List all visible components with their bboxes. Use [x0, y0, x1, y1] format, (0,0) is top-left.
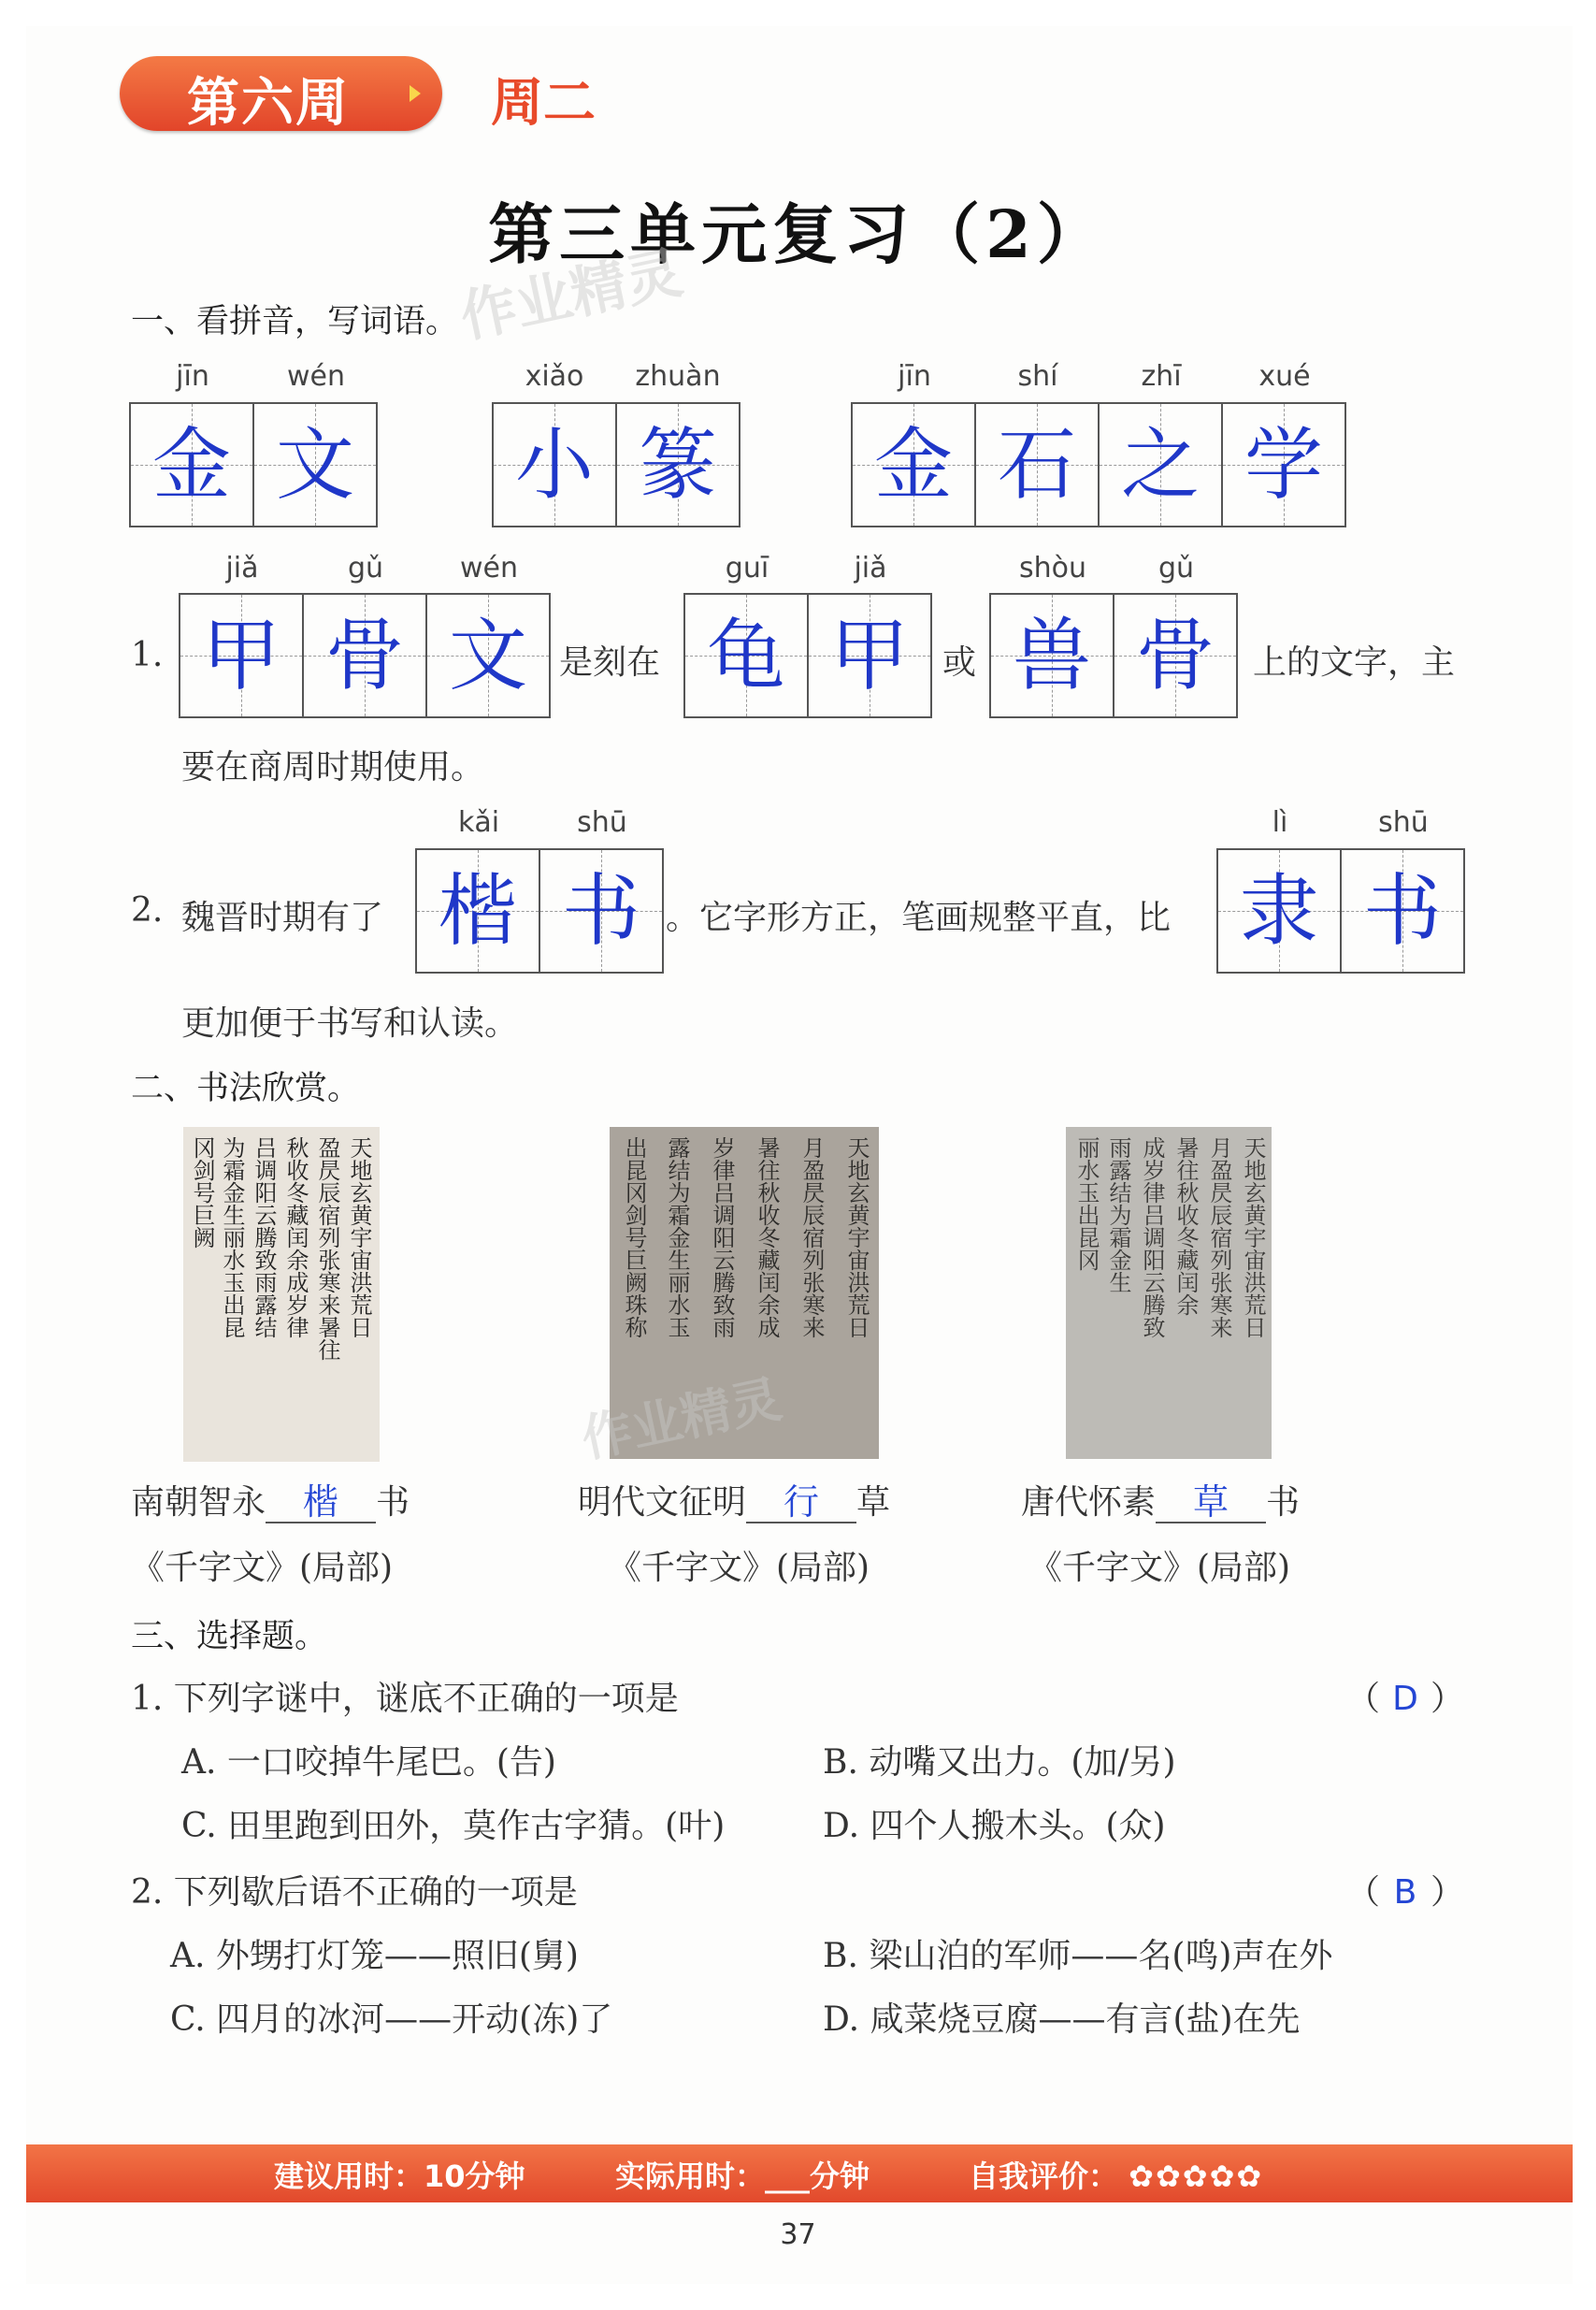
week-label: 第六周 — [187, 73, 350, 134]
calligraphy-image-caoshu — [1066, 1127, 1272, 1459]
bracket-close: ） — [1431, 1873, 1465, 1912]
answer-char: 楷 — [438, 865, 517, 957]
choice-option: C. 田里跑到田外，莫作古字猜。(叶) — [181, 1807, 726, 1845]
label-suffix: 书 — [1266, 1483, 1301, 1522]
grid-cell — [1223, 404, 1344, 526]
pinyin: gǔ — [1157, 552, 1195, 585]
watermark: 作业精灵 — [454, 239, 688, 352]
grid-cell — [304, 595, 427, 716]
pinyin: zhī — [1141, 360, 1182, 393]
choice-option: D. 咸菜烧豆腐——有言(盐)在先 — [823, 2000, 1301, 2039]
calligraphy-column: 雨露结为霜金生 — [1105, 1136, 1131, 1293]
calligraphy-column: 出昆冈剑号巨阙珠称 — [621, 1136, 647, 1338]
choice-option: A. 一口咬掉牛尾巴。(告) — [181, 1743, 556, 1782]
answer-char: 隶 — [1239, 865, 1318, 957]
answer-char: 小 — [514, 419, 594, 511]
question-text: 魏晋时期有了 — [181, 899, 384, 937]
week-badge — [120, 56, 442, 134]
bracket-close: ） — [1431, 1680, 1465, 1718]
answer-char: 篆 — [638, 419, 717, 511]
grid-cell — [254, 404, 376, 526]
char-grid — [851, 402, 1346, 527]
answer-char: 甲 — [829, 610, 909, 701]
calligraphy-caption: 《千字文》(局部) — [608, 1549, 870, 1587]
answer-char: 骨 — [324, 610, 404, 701]
grid-cell — [1342, 850, 1463, 972]
page-title: 第三单元复习（2） — [488, 195, 1108, 273]
calligraphy-column: 成岁律吕调阳云腾致 — [1139, 1136, 1165, 1338]
grid-cell — [1114, 595, 1236, 716]
answer-char: 书 — [561, 865, 640, 957]
grid-cell — [976, 404, 1100, 526]
arrow-icon — [410, 85, 421, 102]
flower-icon[interactable]: ✿ — [1236, 2158, 1262, 2194]
char-grid — [492, 402, 740, 527]
answer-char: 学 — [1244, 419, 1323, 511]
calligraphy-image-kaishu — [183, 1127, 380, 1462]
answer-text: D — [1392, 1680, 1418, 1718]
choice-question-stem: 1. 下列字谜中，谜底不正确的一项是 — [131, 1680, 679, 1718]
calligraphy-label — [578, 1476, 890, 1523]
grid-cell — [617, 404, 739, 526]
answer-char: 甲 — [201, 610, 280, 701]
calligraphy-column: 吕调阳云腾致雨露结 — [251, 1136, 277, 1338]
pinyin: lì — [1272, 806, 1288, 839]
calligraphy-column: 月盈昃辰宿列张寒来 — [798, 1136, 825, 1338]
answer-char: 金 — [873, 419, 953, 511]
label-prefix: 南朝智永 — [131, 1483, 266, 1522]
watermark: 作业精灵 — [576, 1369, 787, 1469]
calligraphy-column: 为霜金生丽水玉出昆 — [219, 1136, 245, 1338]
answer-bracket — [1346, 1672, 1464, 1720]
bracket-open: （ — [1346, 1873, 1381, 1912]
grid-cell — [1218, 850, 1342, 972]
answer-char: 兽 — [1012, 610, 1091, 701]
question-text: 更加便于书写和认读。 — [181, 1004, 519, 1043]
grid-cell — [417, 850, 540, 972]
answer-blank — [266, 1481, 376, 1523]
pinyin: wén — [286, 360, 345, 393]
flower-icon[interactable]: ✿ — [1155, 2158, 1181, 2194]
answer-text: B — [1393, 1873, 1417, 1912]
grid-cell — [853, 404, 976, 526]
footer-bar — [26, 2144, 1573, 2202]
self-evaluation — [969, 2153, 1263, 2196]
choice-option: C. 四月的冰河——开动(冻)了 — [170, 2000, 613, 2039]
grid-cell — [685, 595, 809, 716]
pinyin: gǔ — [347, 552, 384, 585]
question-text: 要在商周时期使用。 — [181, 748, 485, 787]
pinyin: jiǎ — [854, 552, 887, 585]
char-grid — [989, 593, 1238, 718]
char-grid — [683, 593, 932, 718]
calligraphy-column: 天地玄黄宇宙洪荒日 — [843, 1136, 870, 1338]
grid-cell — [131, 404, 254, 526]
grid-cell — [991, 595, 1114, 716]
grid-cell — [494, 404, 617, 526]
pinyin: jiǎ — [225, 552, 259, 585]
answer-bracket — [1346, 1866, 1464, 1913]
section-heading-3: 三、选择题。 — [131, 1618, 328, 1655]
answer-char: 文 — [275, 419, 354, 511]
question-text: 是刻在 — [559, 643, 661, 682]
pinyin: shū — [1378, 806, 1429, 839]
calligraphy-column: 冈剑号巨阙 — [189, 1136, 215, 1249]
calligraphy-column: 月盈昃辰宿列张寒来 — [1206, 1136, 1232, 1338]
question-number: 2. — [131, 891, 164, 930]
grid-cell — [809, 595, 930, 716]
answer-char: 石 — [997, 419, 1076, 511]
calligraphy-column: 盈昃辰宿列张寒来暑往 — [314, 1136, 340, 1361]
calligraphy-column: 暑往秋收冬藏闰余 — [1172, 1136, 1199, 1316]
pinyin: wén — [459, 552, 518, 585]
calligraphy-caption: 《千字文》(局部) — [1028, 1549, 1291, 1587]
flower-icon[interactable]: ✿ — [1129, 2158, 1154, 2194]
calligraphy-caption: 《千字文》(局部) — [131, 1549, 394, 1587]
answer-text: 楷 — [303, 1481, 339, 1523]
char-grid — [415, 848, 664, 974]
label-suffix: 草 — [856, 1483, 891, 1522]
question-text: 。它字形方正，笔画规整平直，比 — [666, 899, 1172, 937]
pinyin: kǎi — [457, 806, 500, 839]
calligraphy-column: 秋收冬藏闰余成岁律 — [282, 1136, 309, 1338]
calligraphy-label — [131, 1476, 410, 1523]
calligraphy-column: 露结为霜金生丽水玉 — [664, 1136, 690, 1338]
pinyin: shí — [1017, 360, 1058, 393]
pinyin: jīn — [898, 360, 931, 393]
label-prefix: 明代文征明 — [578, 1483, 747, 1522]
pinyin: jīn — [176, 360, 209, 393]
day-label: 周二 — [491, 73, 596, 134]
calligraphy-label — [1021, 1476, 1300, 1523]
answer-char: 之 — [1120, 419, 1200, 511]
section-heading-2: 二、书法欣赏。 — [131, 1070, 361, 1107]
char-grid — [179, 593, 551, 718]
calligraphy-column: 天地玄黄宇宙洪荒日 — [346, 1136, 372, 1338]
choice-option: B. 梁山泊的军师——名(鸣)声在外 — [823, 1937, 1333, 1975]
answer-blank — [746, 1481, 856, 1523]
answer-char: 书 — [1362, 865, 1442, 957]
flower-icon[interactable]: ✿ — [1182, 2158, 1208, 2194]
answer-char: 骨 — [1135, 610, 1215, 701]
answer-char: 龟 — [706, 610, 785, 701]
calligraphy-column: 岁律吕调阳云腾致雨 — [709, 1136, 735, 1338]
answer-char: 金 — [151, 419, 231, 511]
label-prefix: 唐代怀素 — [1021, 1483, 1157, 1522]
char-grid — [129, 402, 378, 527]
grid-cell — [1100, 404, 1223, 526]
grid-cell — [180, 595, 304, 716]
label-suffix: 书 — [376, 1483, 410, 1522]
choice-option: B. 动嘴又出力。(加/另) — [823, 1743, 1176, 1782]
question-text: 或 — [942, 643, 977, 682]
pinyin: xiǎo — [525, 360, 584, 393]
self-eval-label: 自我评价： — [969, 2158, 1119, 2194]
pinyin: shū — [577, 806, 627, 839]
suggested-time: 建议用时：10分钟 — [274, 2158, 525, 2194]
bracket-open: （ — [1346, 1680, 1381, 1718]
char-grid — [1216, 848, 1465, 974]
choice-option: A. 外甥打灯笼——照旧(舅) — [170, 1937, 579, 1975]
grid-cell — [540, 850, 662, 972]
answer-text: 草 — [1193, 1481, 1229, 1523]
section-heading-1: 一、看拼音，写词语。 — [131, 303, 459, 340]
answer-text: 行 — [784, 1481, 820, 1523]
question-text: 上的文字，主 — [1253, 643, 1456, 682]
calligraphy-column: 丽水玉出昆冈 — [1073, 1136, 1100, 1271]
choice-question-stem: 2. 下列歇后语不正确的一项是 — [131, 1873, 578, 1912]
answer-blank — [1156, 1481, 1266, 1523]
calligraphy-column: 天地玄黄宇宙洪荒日 — [1240, 1136, 1266, 1338]
calligraphy-column: 暑往秋收冬藏闰余成 — [754, 1136, 780, 1338]
pinyin: shòu — [1018, 552, 1086, 585]
choice-option: D. 四个人搬木头。(众) — [823, 1807, 1166, 1845]
pinyin: zhuàn — [635, 360, 721, 393]
actual-time: 实际用时：___分钟 — [615, 2158, 870, 2194]
grid-cell — [427, 595, 549, 716]
question-number: 1. — [131, 636, 164, 674]
page-number: 37 — [780, 2218, 816, 2251]
answer-char: 文 — [448, 610, 527, 701]
pinyin: guī — [725, 552, 769, 585]
flower-icon[interactable]: ✿ — [1209, 2158, 1235, 2194]
pinyin: xué — [1258, 360, 1311, 393]
